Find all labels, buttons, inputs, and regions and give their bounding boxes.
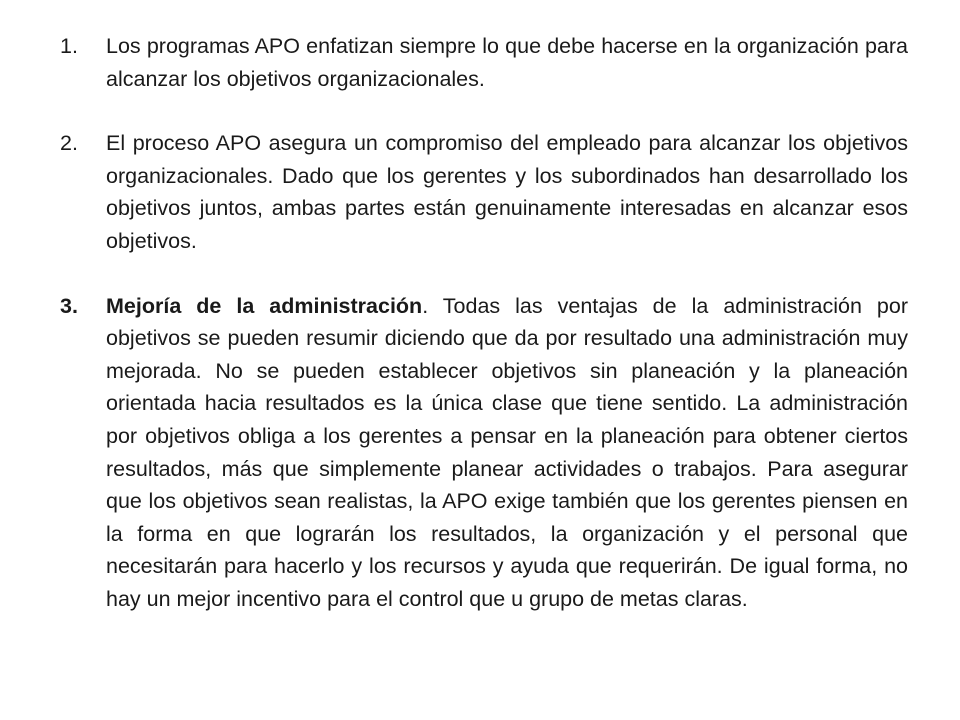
list-item-2-text: El proceso APO asegura un compromiso del empleado para alcanzar los objetivos organizacionales. Dado que los gerentes y los subordinados han desarrollado los objetivos juntos, ambas partes están genuinamente interesadas en alcanzar esos objetivos. <box>106 131 908 253</box>
list-item-1-text: Los programas APO enfatizan siempre lo que debe hacerse en la organización para alcanzar los objetivos organizacionales. <box>106 34 908 91</box>
list-item-3 <box>60 290 908 616</box>
list-item-3-heading: Mejoría de la administración <box>106 293 423 318</box>
numbered-list <box>60 30 908 616</box>
list-item-1 <box>60 30 908 95</box>
list-item-2 <box>60 127 908 257</box>
list-number-2: 2. <box>60 131 78 156</box>
list-number-1: 1. <box>60 34 78 58</box>
list-item-3-text: . Todas las ventajas de la administración por objetivos se pueden resumir diciendo que da por resultado una administración muy mejorada. No se pueden establecer objetivos sin planeación y la planeación orientada hacia resultados es la única clase que tiene sentido. La administración por objetivos obliga a los gerentes a pensar en la planeación para obtener ciertos resultados, más que simplemente planear actividades o trabajos. Para asegurar que los objetivos sean realistas, la APO exige también que los gerentes piensen en la forma en que lograrán los resultados, la organización y el personal que necesitarán para hacerlo y los recursos y ayuda que requerirán. De igual forma, no hay un mejor incentivo para el control que u grupo de metas claras. <box>106 293 908 611</box>
list-number-3: 3. <box>60 293 78 318</box>
